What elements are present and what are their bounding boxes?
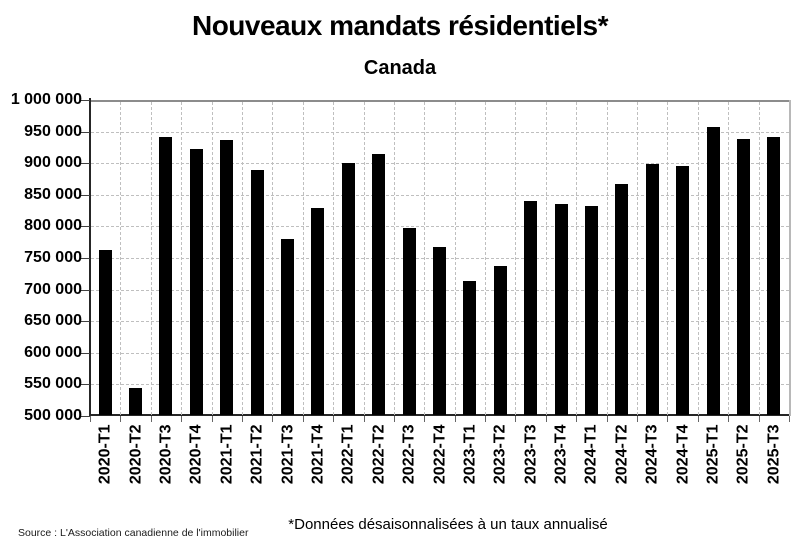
y-tick-label: 600 000 (24, 343, 82, 361)
x-tick-mark (120, 416, 121, 422)
x-tick-mark (485, 416, 486, 422)
bar (494, 266, 507, 415)
x-tick-label: 2023-T4 (552, 424, 570, 485)
x-grid-line (272, 102, 273, 415)
bar (403, 228, 416, 415)
bar (220, 140, 233, 415)
x-grid-line (759, 102, 760, 415)
x-tick-label: 2025-T3 (765, 424, 783, 485)
bar-chart-plot-area (10, 91, 789, 485)
bar (342, 163, 355, 415)
x-tick-label: 2020-T1 (96, 424, 114, 485)
x-grid-line (181, 102, 182, 415)
bar (585, 206, 598, 415)
x-grid-line (728, 102, 729, 415)
x-grid-line (637, 102, 638, 415)
x-tick-label: 2024-T3 (643, 424, 661, 485)
bar (646, 164, 659, 415)
x-tick-label: 2021-T4 (309, 424, 327, 485)
x-tick-label: 2024-T2 (613, 424, 631, 485)
y-tick-label: 900 000 (24, 154, 82, 172)
y-tick-label: 650 000 (24, 312, 82, 330)
y-tick-label: 1 000 000 (10, 91, 82, 108)
x-grid-line (515, 102, 516, 415)
x-tick-mark (303, 416, 304, 422)
x-tick-label: 2023-T2 (491, 424, 509, 485)
x-tick-mark (151, 416, 152, 422)
x-grid-line (607, 102, 608, 415)
x-tick-label: 2025-T1 (704, 424, 722, 485)
bar (372, 154, 385, 415)
x-tick-label: 2024-T4 (674, 424, 692, 485)
y-tick-mark (81, 195, 90, 196)
bar (707, 127, 720, 415)
x-tick-mark (394, 416, 395, 422)
y-tick-label: 950 000 (24, 122, 82, 140)
x-tick-label: 2022-T3 (400, 424, 418, 485)
x-tick-mark (698, 416, 699, 422)
chart-title: Nouveaux mandats résidentiels* (191, 10, 609, 41)
x-tick-label: 2022-T1 (339, 424, 357, 485)
y-tick-mark (81, 384, 90, 385)
x-grid-line (242, 102, 243, 415)
x-tick-label: 2020-T4 (187, 424, 205, 485)
x-tick-mark (364, 416, 365, 422)
x-tick-mark (546, 416, 547, 422)
x-grid-line (698, 102, 699, 415)
y-tick-mark (81, 258, 90, 259)
x-grid-line (546, 102, 547, 415)
y-tick-mark (81, 132, 90, 133)
bar (615, 184, 628, 415)
x-tick-mark (576, 416, 577, 422)
plot-border-top (90, 100, 791, 102)
y-tick-label: 550 000 (24, 375, 82, 393)
x-grid-line (364, 102, 365, 415)
x-tick-mark (607, 416, 608, 422)
bar (433, 247, 446, 415)
x-tick-mark (515, 416, 516, 422)
bar (159, 137, 172, 415)
x-tick-mark (242, 416, 243, 422)
x-tick-label: 2020-T3 (157, 424, 175, 485)
x-grid-line (576, 102, 577, 415)
y-tick-label: 700 000 (24, 280, 82, 298)
bar (676, 166, 689, 415)
chart-subtitle: Canada (363, 57, 437, 79)
x-tick-mark (455, 416, 456, 422)
x-grid-line (212, 102, 213, 415)
x-tick-mark (212, 416, 213, 422)
bar (311, 208, 324, 415)
x-tick-mark (424, 416, 425, 422)
y-tick-mark (81, 416, 90, 417)
y-tick-mark (81, 290, 90, 291)
bar (767, 137, 780, 415)
x-tick-mark (759, 416, 760, 422)
y-tick-mark (81, 226, 90, 227)
y-tick-mark (81, 321, 90, 322)
footer-source: Source : L'Association canadienne de l'immobilier (18, 527, 249, 539)
x-tick-label: 2023-T1 (461, 424, 479, 485)
x-grid-line (485, 102, 486, 415)
bar (190, 149, 203, 415)
x-tick-mark (789, 416, 790, 422)
x-tick-mark (667, 416, 668, 422)
x-grid-line (455, 102, 456, 415)
y-tick-label: 750 000 (24, 249, 82, 266)
y-tick-label: 850 000 (24, 185, 82, 203)
x-grid-line (394, 102, 395, 415)
x-tick-label: 2021-T1 (218, 424, 236, 485)
bar (737, 139, 750, 415)
x-tick-mark (272, 416, 273, 422)
y-tick-mark (81, 163, 90, 164)
bar (99, 250, 112, 415)
y-tick-mark (81, 100, 90, 101)
x-tick-label: 2021-T3 (279, 424, 297, 485)
bar (281, 239, 294, 415)
y-axis-line (89, 98, 91, 416)
x-grid-line (667, 102, 668, 415)
x-tick-mark (90, 416, 91, 422)
x-tick-label: 2021-T2 (248, 424, 266, 485)
bar (129, 388, 142, 415)
y-grid-line (91, 132, 789, 133)
y-tick-label: 500 000 (24, 407, 82, 424)
x-tick-mark (728, 416, 729, 422)
footer-note: *Données désaisonnalisées à un taux annualisé (288, 516, 608, 533)
y-tick-mark (81, 353, 90, 354)
x-grid-line (424, 102, 425, 415)
x-grid-line (120, 102, 121, 415)
y-tick-label: 800 000 (24, 217, 82, 235)
x-grid-line (151, 102, 152, 415)
x-tick-mark (333, 416, 334, 422)
x-tick-label: 2024-T1 (582, 424, 600, 485)
bar (463, 281, 476, 415)
bar (524, 201, 537, 416)
x-tick-label: 2020-T2 (127, 424, 145, 485)
x-tick-label: 2022-T4 (431, 424, 448, 485)
bar (251, 170, 264, 415)
x-tick-label: 2022-T2 (370, 424, 388, 485)
x-tick-mark (181, 416, 182, 422)
plot-border-right (789, 100, 791, 416)
x-tick-label: 2023-T3 (522, 424, 540, 485)
x-tick-label: 2025-T2 (734, 424, 752, 485)
x-grid-line (303, 102, 304, 415)
x-tick-mark (637, 416, 638, 422)
bar (555, 204, 568, 415)
x-grid-line (333, 102, 334, 415)
